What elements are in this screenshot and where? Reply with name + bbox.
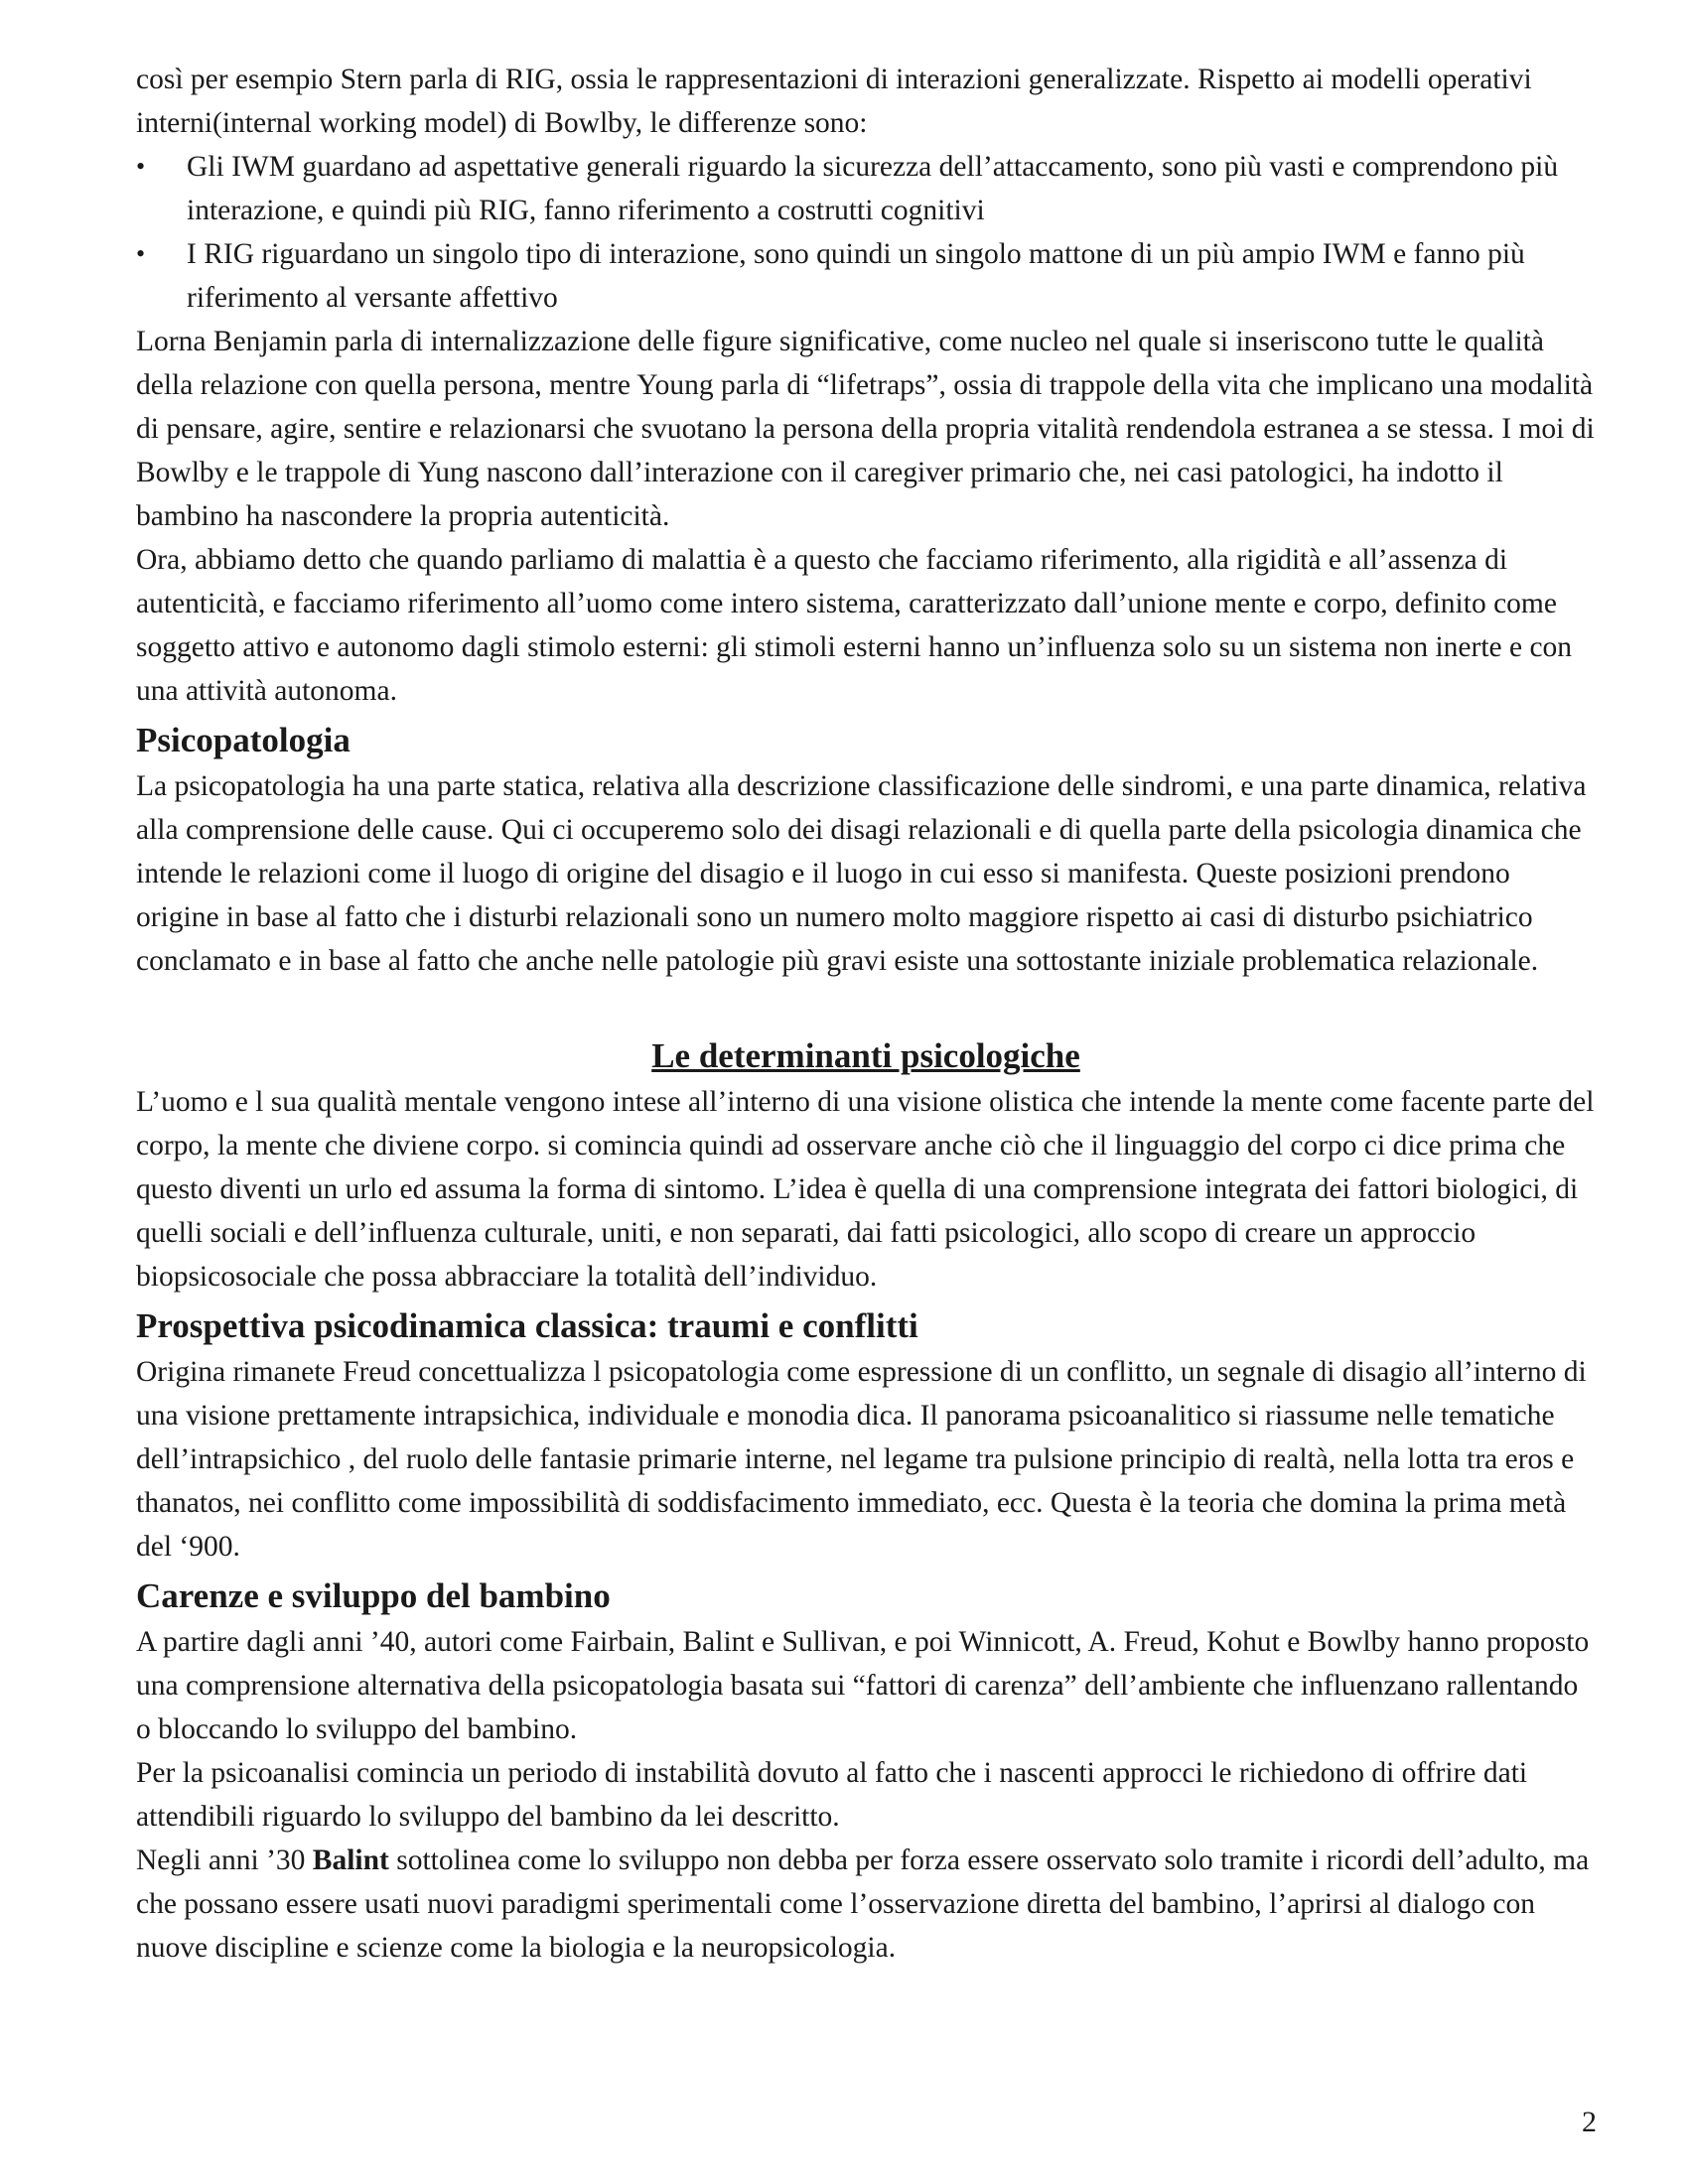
heading-carenze-sviluppo: Carenze e sviluppo del bambino [136,1576,611,1615]
paragraph-malattia: Ora, abbiamo detto che quando parliamo di malattia è a questo che facciamo riferimento, alla rigidità e all’assenza di autenticità, e facciamo riferimento all’uomo come intero sistema, caratterizzato dall’unione mente e corpo, definito come soggetto attivo e autonomo dagli stimolo esterni: gli stimoli esterni hanno un’influenza solo su un sistema non inerte e con una attività autonoma. [136,544,1573,707]
paragraph-balint [136,1839,1596,1970]
iwm-rig-differences-list [136,145,1596,320]
heading-determinanti-psicologiche: Le determinanti psicologiche [651,1036,1080,1075]
paragraph-stern-rig: così per esempio Stern parla di RIG, ossia le rappresentazioni di interazioni generalizzate. Rispetto ai modelli operativi interni(internal working model) di Bowlby, le differenze sono: [136,64,1532,139]
list-item [136,232,1596,320]
list-item-text: Gli IWM guardano ad aspettative generali riguardo la sicurezza dell’attaccamento, sono più vasti e comprendono più interazione, e quindi più RIG, fanno riferimento a costrutti cognitivi [187,151,1559,226]
document-page [136,58,1596,1970]
paragraph-benjamin-young: Lorna Benjamin parla di internalizzazione delle figure significative, come nucleo nel quale si inseriscono tutte le qualità della relazione con quella persona, mentre Young parla di “lifetraps”, ossia di trappole della vita che implicano una modalità di pensare, agire, sentire e relazionarsi che svuotano la persona della propria vitalità rendendola estranea a se stessa. I moi di Bowlby e le trappole di Yung nascono dall’interazione con il caregiver primario che, nei casi patologici, ha indotto il bambino ha nascondere la propria autenticità. [136,326,1595,532]
bullet-icon: • [136,239,146,268]
list-item [136,145,1596,232]
heading-prospettiva-psicodinamica: Prospettiva psicodinamica classica: traumi e conflitti [136,1306,918,1345]
balint-bold-name: Balint [312,1844,389,1876]
balint-post-text: sottolinea come lo sviluppo non debba per forza essere osservato solo tramite i ricordi dell’adulto, ma che possano essere usati nuovi paradigmi sperimentali come l’osservazione diretta del bambino, l’aprirsi al dialogo con nuove discipline e scienze come la biologia e la neuropsicologia. [136,1844,1590,1964]
page-number: 2 [1582,2106,1597,2138]
balint-pre-text: Negli anni ’30 [136,1844,313,1876]
paragraph-determinanti: L’uomo e l sua qualità mentale vengono intese all’interno di una visione olistica che intende la mente come facente parte del corpo, la mente che diviene corpo. si comincia quindi ad osservare anche ciò che il linguaggio del corpo ci dice prima che questo diventi un urlo ed assuma la forma di sintomo. L’idea è quella di una comprensione integrata dei fattori biologici, di quelli sociali e dell’influenza culturale, uniti, e non separati, dai fatti psicologici, allo scopo di creare un approccio biopsicosociale che possa abbracciare la totalità dell’individuo. [136,1086,1595,1293]
paragraph-anni-40: A partire dagli anni ’40, autori come Fairbain, Balint e Sullivan, e poi Winnicott, A. Freud, Kohut e Bowlby hanno proposto una comprensione alternativa della psicopatologia basata sui “fattori di carenza” dell’ambiente che influenzano rallentando o bloccando lo sviluppo del bambino. [136,1626,1590,1745]
list-item-text: I RIG riguardano un singolo tipo di interazione, sono quindi un singolo mattone di un più ampio IWM e fanno più riferimento al versante affettivo [187,238,1525,314]
paragraph-psicopatologia: La psicopatologia ha una parte statica, relativa alla descrizione classificazione delle sindromi, e una parte dinamica, relativa alla comprensione delle cause. Qui ci occuperemo solo dei disagi relazionali e di quella parte della psicologia dinamica che intende le relazioni come il luogo di origine del disagio e il luogo in cui esso si manifesta. Queste posizioni prendono origine in base al fatto che i disturbi relazionali sono un numero molto maggiore rispetto ai casi di disturbo psichiatrico conclamato e in base al fatto che anche nelle patologie più gravi esiste una sottostante iniziale problematica relazionale. [136,770,1587,977]
paragraph-freud: Origina rimanete Freud concettualizza l psicopatologia come espressione di un conflitto, un segnale di disagio all’interno di una visione prettamente intrapsichica, individuale e monodia dica. Il panorama psicoanalitico si riassume nelle tematiche dell’intrapsichico , del ruolo delle fantasie primarie interne, nel legame tra pulsione principio di realtà, nella lotta tra eros e thanatos, nei conflitto come impossibilità di soddisfacimento immediato, ecc. Questa è la teoria che domina la prima metà del ‘900. [136,1356,1587,1563]
paragraph-psicoanalisi: Per la psicoanalisi comincia un periodo di instabilità dovuto al fatto che i nascenti approcci le richiedono di offrire dati attendibili riguardo lo sviluppo del bambino da lei descritto. [136,1757,1528,1833]
bullet-icon: • [136,152,146,181]
heading-psicopatologia: Psicopatologia [136,721,351,759]
